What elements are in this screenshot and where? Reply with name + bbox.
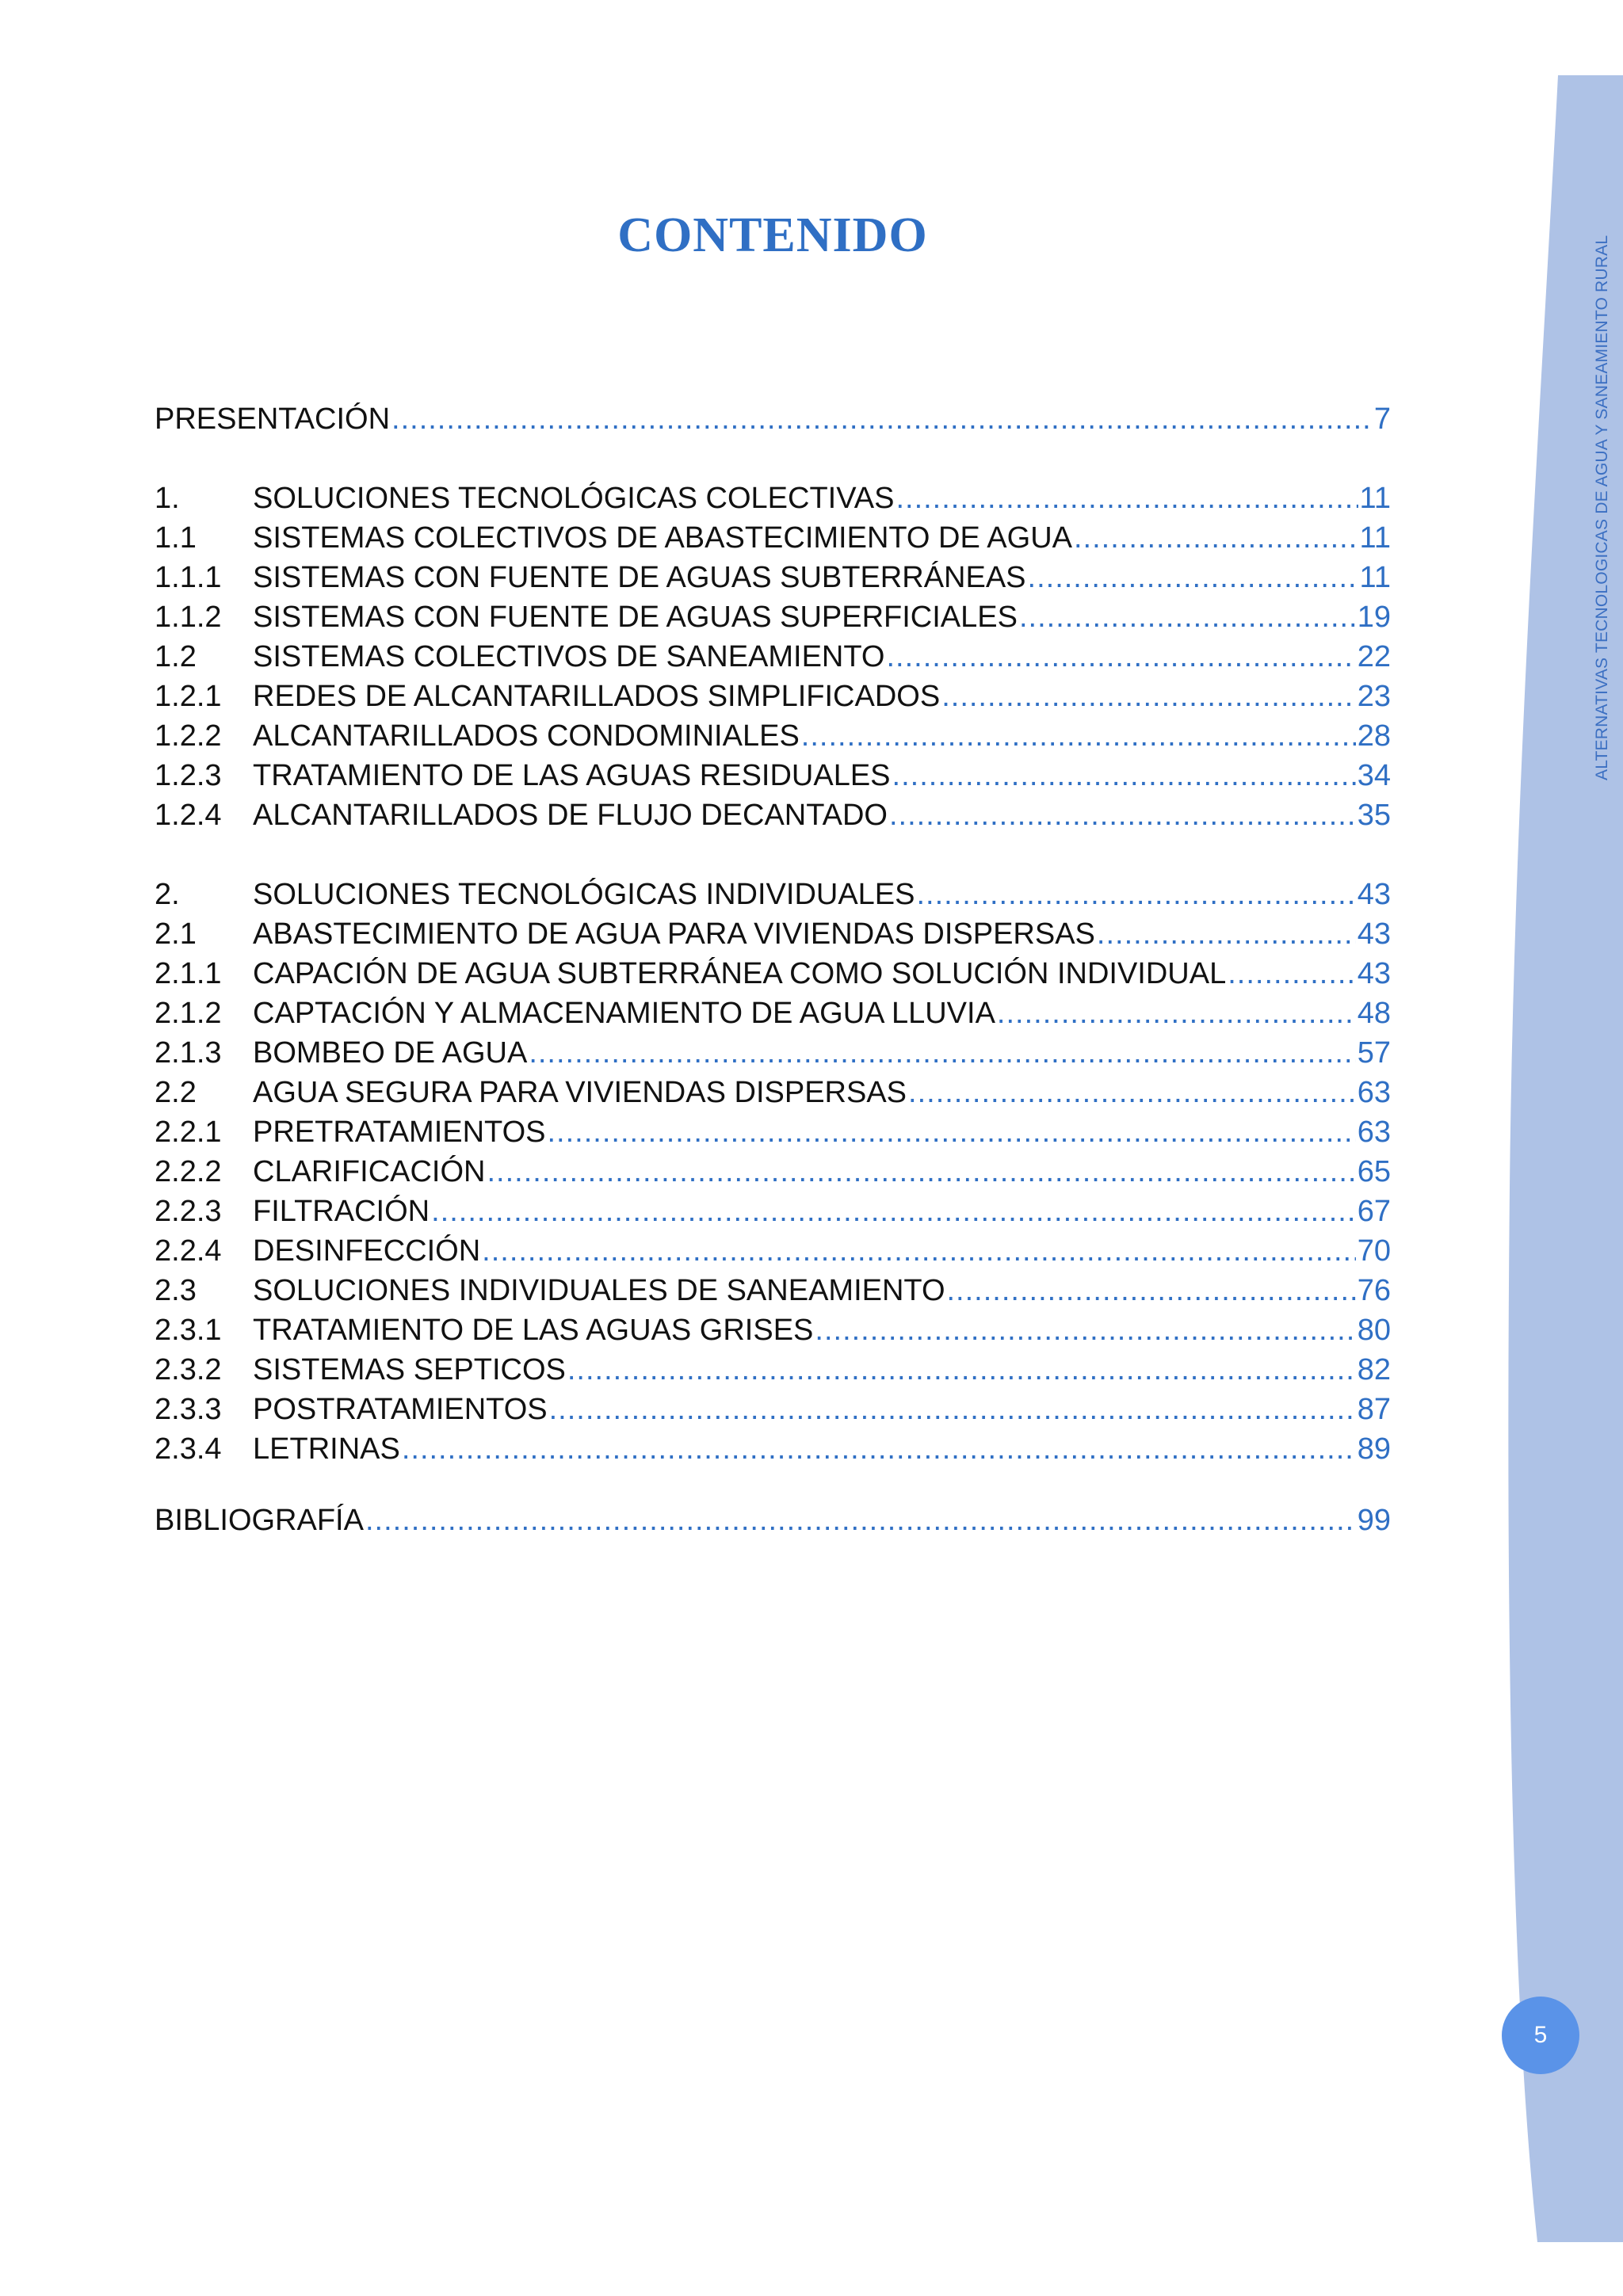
table-of-contents (155, 402, 1391, 1543)
toc-entry[interactable] (155, 719, 1391, 759)
toc-leader-dots (391, 402, 1373, 437)
toc-entry[interactable] (155, 1353, 1391, 1393)
toc-entry[interactable] (155, 482, 1391, 521)
toc-entry-page: 11 (1359, 482, 1391, 515)
toc-entry-number: 1.2.2 (155, 719, 222, 753)
toc-leader-dots (947, 1274, 1356, 1308)
toc-entry-title: PRESENTACIÓN (155, 402, 391, 436)
toc-entry-page: 11 (1359, 521, 1391, 555)
toc-entry-title: SOLUCIONES TECNOLÓGICAS COLECTIVAS (253, 482, 895, 515)
toc-entry[interactable] (155, 917, 1391, 957)
toc-entry-page: 63 (1357, 1076, 1391, 1109)
toc-entry-number: 1.2.4 (155, 799, 222, 832)
toc-leader-dots (547, 1116, 1355, 1150)
toc-entry-number: 2.3.3 (155, 1393, 222, 1426)
toc-entry-number: 2.2.2 (155, 1155, 222, 1188)
toc-leader-dots (1228, 957, 1356, 991)
toc-entry-page: 89 (1357, 1432, 1391, 1466)
toc-entry[interactable] (155, 1314, 1391, 1353)
toc-entry-number: 2.2.3 (155, 1195, 222, 1228)
toc-entry[interactable] (155, 1116, 1391, 1155)
toc-entry-page: 57 (1357, 1036, 1391, 1070)
toc-entry-number: 1.2 (155, 640, 197, 673)
toc-entry[interactable] (155, 1274, 1391, 1314)
toc-entry[interactable] (155, 680, 1391, 719)
toc-leader-dots (1097, 917, 1356, 952)
toc-entry[interactable] (155, 1195, 1391, 1234)
toc-entry-page: 48 (1357, 997, 1391, 1030)
toc-entry-number: 2.2.4 (155, 1234, 222, 1268)
toc-entry-page: 82 (1357, 1353, 1391, 1386)
toc-leader-dots (487, 1155, 1355, 1189)
toc-leader-dots (801, 719, 1356, 753)
toc-entry[interactable] (155, 759, 1391, 799)
toc-entry-page: 7 (1373, 402, 1391, 436)
toc-leader-dots (941, 680, 1356, 714)
toc-entry-number: 1.1.1 (155, 561, 222, 594)
toc-entry-page: 28 (1357, 719, 1391, 753)
toc-entry[interactable] (155, 957, 1391, 997)
toc-entry-title: CLARIFICACIÓN (253, 1155, 486, 1188)
toc-entry-page: 43 (1357, 878, 1391, 911)
toc-entry[interactable] (155, 402, 1391, 442)
toc-leader-dots (917, 878, 1356, 912)
toc-leader-dots (567, 1353, 1356, 1387)
toc-entry-title: AGUA SEGURA PARA VIVIENDAS DISPERSAS (253, 1076, 907, 1109)
toc-entry-number: 2.1 (155, 917, 197, 951)
toc-entry-title: SISTEMAS COLECTIVOS DE SANEAMIENTO (253, 640, 885, 673)
toc-leader-dots (549, 1393, 1356, 1427)
toc-entry[interactable] (155, 1155, 1391, 1195)
toc-entry-title: ALCANTARILLADOS DE FLUJO DECANTADO (253, 799, 888, 832)
page-title: CONTENIDO (617, 208, 928, 262)
toc-entry-page: 87 (1357, 1393, 1391, 1426)
toc-entry-number: 2.1.3 (155, 1036, 222, 1070)
toc-entry[interactable] (155, 1234, 1391, 1274)
toc-entry[interactable] (155, 1432, 1391, 1472)
toc-entry-title: SISTEMAS CON FUENTE DE AGUAS SUBTERRÁNEAS (253, 561, 1026, 594)
toc-entry-title: DESINFECCIÓN (253, 1234, 481, 1268)
running-header-label: ALTERNATIVAS TECNOLOGICAS DE AGUA Y SANEAMIENTO RURAL (1593, 235, 1611, 780)
toc-entry[interactable] (155, 601, 1391, 640)
toc-entry-title: SISTEMAS COLECTIVOS DE ABASTECIMIENTO DE AGUA (253, 521, 1072, 555)
toc-entry-title: TRATAMIENTO DE LAS AGUAS RESIDUALES (253, 759, 891, 792)
toc-entry-title: REDES DE ALCANTARILLADOS SIMPLIFICADOS (253, 680, 941, 713)
toc-entry-number: 2.1.2 (155, 997, 222, 1030)
toc-entry-page: 65 (1357, 1155, 1391, 1188)
toc-leader-dots (402, 1432, 1356, 1466)
toc-entry-number: 2.3.1 (155, 1314, 222, 1347)
toc-entry-number: 1.2.3 (155, 759, 222, 792)
toc-entry-title: PRETRATAMIENTOS (253, 1116, 546, 1149)
toc-entry-page: 76 (1357, 1274, 1391, 1307)
toc-entry[interactable] (155, 561, 1391, 601)
toc-entry[interactable] (155, 521, 1391, 561)
toc-leader-dots (886, 640, 1355, 674)
toc-entry-title: LETRINAS (253, 1432, 400, 1466)
toc-entry-number: 2. (155, 878, 180, 911)
toc-entry[interactable] (155, 1076, 1391, 1116)
toc-leader-dots (889, 799, 1356, 833)
toc-leader-dots (1019, 601, 1356, 635)
toc-entry-title: SOLUCIONES TECNOLÓGICAS INDIVIDUALES (253, 878, 915, 911)
toc-leader-dots (896, 482, 1358, 516)
toc-entry[interactable] (155, 1036, 1391, 1076)
toc-leader-dots (997, 997, 1356, 1031)
toc-leader-dots (908, 1076, 1356, 1110)
toc-entry-title: CAPTACIÓN Y ALMACENAMIENTO DE AGUA LLUVIA (253, 997, 995, 1030)
toc-entry-page: 19 (1357, 601, 1391, 634)
toc-entry-title: CAPACIÓN DE AGUA SUBTERRÁNEA COMO SOLUCIÓN INDIVIDUAL (253, 957, 1227, 990)
toc-leader-dots (365, 1504, 1356, 1538)
toc-entry-title: POSTRATAMIENTOS (253, 1393, 548, 1426)
toc-entry-title: SISTEMAS SEPTICOS (253, 1353, 566, 1386)
toc-entry-page: 35 (1357, 799, 1391, 832)
toc-entry-number: 1.1 (155, 521, 197, 555)
toc-entry-title: BIBLIOGRAFÍA (155, 1504, 364, 1537)
toc-leader-dots (482, 1234, 1356, 1268)
toc-leader-dots (1028, 561, 1358, 595)
toc-entry-number: 2.1.1 (155, 957, 222, 990)
toc-entry-title: SISTEMAS CON FUENTE DE AGUAS SUPERFICIALES (253, 601, 1018, 634)
toc-entry-title: ABASTECIMIENTO DE AGUA PARA VIVIENDAS DISPERSAS (253, 917, 1095, 951)
toc-entry-page: 23 (1357, 680, 1391, 713)
toc-leader-dots (529, 1036, 1355, 1070)
toc-entry-number: 2.2.1 (155, 1116, 222, 1149)
toc-entry-page: 70 (1357, 1234, 1391, 1268)
toc-entry[interactable] (155, 997, 1391, 1036)
toc-leader-dots (892, 759, 1356, 793)
toc-entry-number: 2.3 (155, 1274, 197, 1307)
toc-leader-dots (1074, 521, 1358, 555)
toc-entry-number: 1. (155, 482, 180, 515)
toc-entry-title: BOMBEO DE AGUA (253, 1036, 528, 1070)
toc-entry-title: FILTRACIÓN (253, 1195, 430, 1228)
toc-leader-dots (815, 1314, 1355, 1348)
toc-entry-number: 2.2 (155, 1076, 197, 1109)
toc-entry-title: ALCANTARILLADOS CONDOMINIALES (253, 719, 800, 753)
toc-entry-page: 22 (1357, 640, 1391, 673)
toc-entry-page: 43 (1357, 917, 1391, 951)
toc-entry[interactable] (155, 1504, 1391, 1543)
toc-entry-page: 63 (1357, 1116, 1391, 1149)
toc-entry-page: 99 (1357, 1504, 1391, 1537)
toc-entry-number: 1.2.1 (155, 680, 222, 713)
toc-entry-number: 1.1.2 (155, 601, 222, 634)
toc-entry-title: TRATAMIENTO DE LAS AGUAS GRISES (253, 1314, 814, 1347)
toc-entry[interactable] (155, 1393, 1391, 1432)
toc-entry-page: 80 (1357, 1314, 1391, 1347)
toc-entry-title: SOLUCIONES INDIVIDUALES DE SANEAMIENTO (253, 1274, 945, 1307)
toc-entry-page: 34 (1357, 759, 1391, 792)
toc-entry-page: 67 (1357, 1195, 1391, 1228)
toc-leader-dots (431, 1195, 1356, 1229)
toc-entry-page: 11 (1359, 561, 1391, 594)
toc-entry[interactable] (155, 799, 1391, 838)
toc-entry[interactable] (155, 878, 1391, 917)
toc-entry[interactable] (155, 640, 1391, 680)
page-number-badge: 5 (1502, 1997, 1579, 2074)
toc-entry-number: 2.3.2 (155, 1353, 222, 1386)
toc-entry-number: 2.3.4 (155, 1432, 222, 1466)
toc-entry-page: 43 (1357, 957, 1391, 990)
